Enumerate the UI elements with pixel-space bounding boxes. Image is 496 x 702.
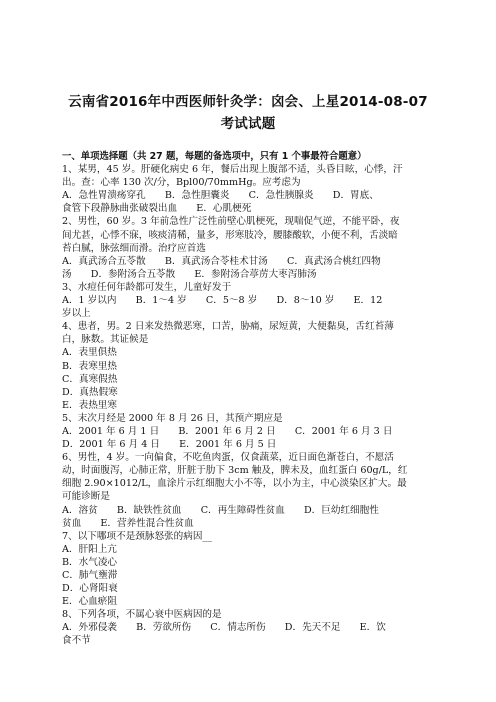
text-line: 5、末次月经是 2000 年 8 月 26 日，其预产期应是 <box>62 412 283 424</box>
text-line: 贫血 E．营养性混合性贫血 <box>62 517 194 529</box>
text-line: 7、以下哪项不是颈脉怒张的病因__ <box>62 530 213 542</box>
text-line: B．水气凌心 <box>62 556 118 568</box>
text-line: 白，脉数。其证候是 <box>62 334 149 346</box>
text-line: 8、下列各项，不属心衰中医病因的是 <box>62 609 222 621</box>
text-line: 食不节 <box>62 635 91 647</box>
text-line: B．表寒里热 <box>62 360 118 372</box>
text-line: 可能诊断是 <box>62 491 110 503</box>
text-line: E．表热里寒 <box>62 399 117 411</box>
text-line: A．表里俱热 <box>62 347 117 359</box>
text-line: E．心血瘀阻 <box>62 596 117 608</box>
text-line: 3、水痘任何年龄都可发生，儿童好发于 <box>62 281 232 293</box>
document-body <box>62 150 435 648</box>
text-line: D．心肾阳衰 <box>62 583 118 595</box>
text-line: 苔白腻，脉弦细而滑。治疗应首选 <box>62 242 206 254</box>
text-line: 6、男性，4 岁。一向偏食，不吃鱼肉蛋，仅食蔬菜，近日面色渐苍白，不愿活 <box>62 452 394 464</box>
text-line: D．2001 年 6 月 4 日 E．2001 年 6 月 5 日 <box>62 439 277 451</box>
text-line: A．真武汤合五苓散 B．真武汤合苓桂术甘汤 C．真武汤合桃红四物 <box>62 255 381 267</box>
text-line: A．1 岁以内 B．1～4 岁 C．5～8 岁 D．8～10 岁 E．12 <box>62 295 383 307</box>
text-line: 细胞 2.90×1012/L，血涂片示红细胞大小不等，以小为主，中心淡染区扩大。最 <box>62 478 407 490</box>
text-line: C．真寒假热 <box>62 373 118 385</box>
text-line: D．真热假寒 <box>62 386 118 398</box>
text-line: 1、某男，45 岁。肝硬化病史 6 年，餐后出现上腹部不适，头昏目眩，心悸，汗 <box>62 164 403 176</box>
text-line: 动，时面腹泻，心肺正常，肝脏于肋下 3cm 触及，脾未及，血红蛋白 60g/L，红 <box>62 465 408 477</box>
text-line: A．急性胃溃疡穿孔 B．急性胆囊炎 C．急性胰腺炎 D．胃底、 <box>62 190 379 202</box>
document-title: 云南省2016年中西医师针灸学：囟会、上星2014-08-07 <box>68 94 428 110</box>
text-line: 汤 D．参附汤合五苓散 E．参附汤合葶苈大枣泻肺汤 <box>62 268 317 280</box>
text-line: 间尤甚，心悸不寐，咳痰清稀，量多，形寒肢冷，腰膝酸软，小便不利，舌淡暗 <box>62 229 398 241</box>
text-line: 4、患者，男。2 日来发热微恶寒，口苦，胁痛，尿短黄，大便黏臭，舌红苔薄 <box>62 321 394 333</box>
text-line: A．外邪侵袭 B．劳欲所伤 C．情志所伤 D．先天不足 E．饮 <box>62 622 386 634</box>
document-subtitle: 考试试题 <box>220 116 276 132</box>
text-line: 出。查：心率 130 次/分，Bpl00/70mmHg。应考虑为 <box>62 177 301 189</box>
text-line: 岁以上 <box>62 308 91 320</box>
section-heading: 一、单项选择题（共 27 题，每题的备选项中，只有 1 个事最符合题意） <box>62 151 367 162</box>
text-line: 2、男性，60 岁。3 年前急性广泛性前壁心肌梗死，现喘促气逆，不能平卧，夜 <box>62 216 400 228</box>
text-line: 食管下段静脉曲张破裂出血 E．心肌梗死 <box>62 203 252 215</box>
text-line: A．溶贫 B．缺铁性贫血 C．再生障碍性贫血 D．巨幼红细胞性 <box>62 504 379 516</box>
text-line: C．肺气壅滞 <box>62 570 118 581</box>
text-line: A．2001 年 6 月 1 日 B．2001 年 6 月 2 日 C．2001 年 6 月 3 日 <box>62 425 393 437</box>
text-line: A．肝阳上亢 <box>62 543 117 555</box>
